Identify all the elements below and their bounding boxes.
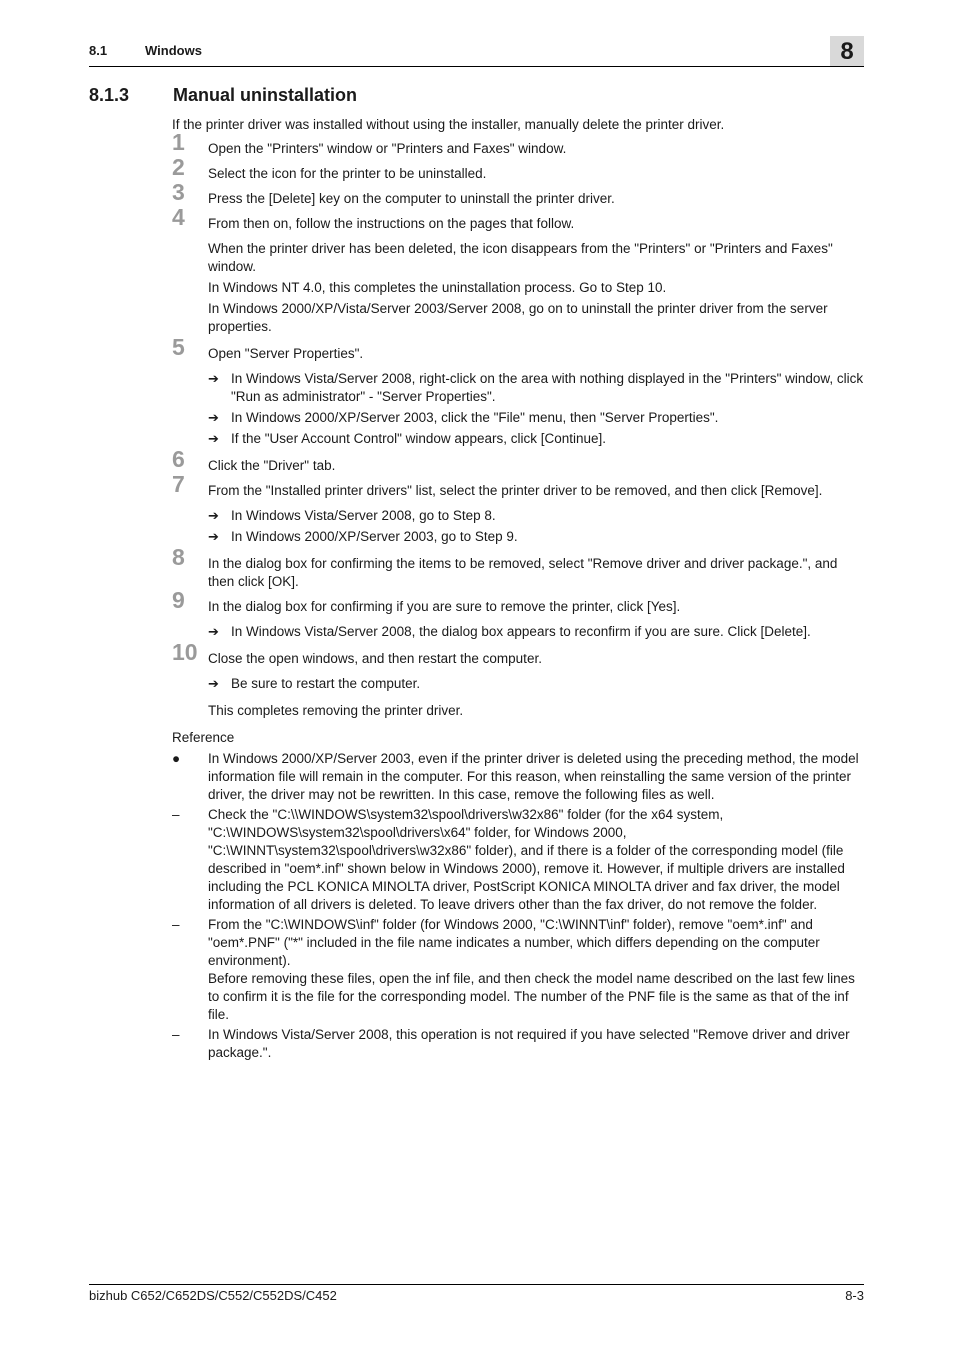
reference-text: Check the "C:\\WINDOWS\system32\spool\drivers\w32x86" folder (for the x64 system, "C:\WINDOWS\system32\spool\drivers\x64" folder, for Windows 2000, "C:\WINNT\system32\spool\drivers\w32x86" folder), and if there is a folder of the corresponding model (file described in "oem*.inf" shown below in Windows 2000), remove it. However, if multiple drivers are installed including the PCL KONICA MINOLTA driver, PostScript KONICA MINOLTA driver and fax driver, the model information of all drivers is deleted. To leave drivers other than the fax driver, do not remove the folder. [208,807,845,912]
substep-item [208,528,865,546]
step-item [172,471,865,546]
step-text: Press the [Delete] key on the computer to uninstall the printer driver. [208,191,615,206]
reference-extra: Before removing these files, open the inf file, and then check the model name described on the last few lines to confirm it is the file for the corresponding model. The number of the PNF file is the same as that of the inf file. [208,971,855,1022]
step-text: Click the "Driver" tab. [208,458,336,473]
substep-item [208,623,865,641]
main-content [172,116,865,1064]
substep-item [208,675,865,693]
substep-item [208,430,865,448]
step-text: Open the "Printers" window or "Printers and Faxes" window. [208,141,567,156]
step-number: 1 [172,129,185,155]
intro-text: If the printer driver was installed without using the installer, manually delete the printer driver. [172,117,725,132]
reference-list [172,750,865,1062]
step-text: From the "Installed printer drivers" list, select the printer driver to be removed, and then click [Remove]. [208,483,823,498]
step-substeps [208,675,865,693]
reference-item [172,750,865,804]
step-number: 5 [172,334,185,360]
step-list [172,129,865,720]
reference-text: In Windows 2000/XP/Server 2003, even if the printer driver is deleted using the preceding method, the model information file will remain in the computer. For this reason, when reinstalling the same version of the printer driver, the driver may not be rewritten. In this case, remove the following files as well. [208,751,859,802]
substep-item [208,409,865,427]
arrow-right-icon: ➔ [208,371,219,386]
header-section-number: 8.1 [89,43,108,58]
step-note: When the printer driver has been deleted, the icon disappears from the "Printers" or "Printers and Faxes" window. [208,241,833,274]
step-number: 9 [172,587,185,613]
substep-text: Be sure to restart the computer. [231,676,421,691]
substep-text: In Windows Vista/Server 2008, the dialog box appears to reconfirm if you are sure. Click [Delete]. [231,624,811,639]
arrow-right-icon: ➔ [208,676,219,691]
chapter-badge: 8 [830,36,864,66]
substep-text: In Windows Vista/Server 2008, right-click on the area with nothing displayed in the "Printers" window, click "Run as administrator" - "Server Properties". [231,371,864,404]
reference-item [172,806,865,914]
page-header [89,38,864,67]
substep-text: In Windows 2000/XP/Server 2003, click the "File" menu, then "Server Properties". [231,410,719,425]
step-substeps [208,507,865,546]
step-number: 4 [172,204,185,230]
arrow-right-icon: ➔ [208,529,219,544]
step-note: In Windows NT 4.0, this completes the uninstallation process. Go to Step 10. [208,280,667,295]
reference-item [172,1026,865,1062]
step-item [172,129,865,158]
substep-item [208,507,865,525]
page-title [89,85,357,106]
title-text: Manual uninstallation [173,85,358,105]
step-number: 6 [172,446,185,472]
step-text: Select the icon for the printer to be uninstalled. [208,166,487,181]
step-item [172,179,865,208]
step-text: Close the open windows, and then restart the computer. [208,651,542,666]
step-substeps [208,370,865,448]
step-item [172,154,865,183]
footer-product: bizhub C652/C652DS/C552/C552DS/C452 [89,1288,337,1303]
step-text: In the dialog box for confirming if you are sure to remove the printer, click [Yes]. [208,599,681,614]
step-number: 7 [172,471,185,497]
arrow-right-icon: ➔ [208,410,219,425]
step-text: From then on, follow the instructions on the pages that follow. [208,216,575,231]
step-number: 2 [172,154,185,180]
arrow-right-icon: ➔ [208,624,219,639]
step-item [172,446,865,475]
bullet-icon: ● [172,751,181,766]
header-section-title: Windows [145,43,202,58]
substep-text: If the "User Account Control" window appears, click [Continue]. [231,431,607,446]
step-number: 8 [172,544,185,570]
arrow-right-icon: ➔ [208,431,219,446]
reference-item [172,916,865,1024]
dash-icon: – [172,917,180,932]
reference-label: Reference [172,730,235,745]
step-item [172,204,865,336]
substep-item [208,370,865,406]
reference-text: In Windows Vista/Server 2008, this operation is not required if you have selected "Remove driver and driver package.". [208,1027,850,1060]
reference-text: From the "C:\WINDOWS\inf" folder (for Windows 2000, "C:\WINNT\inf" folder), remove "oem*.inf" and "oem*.PNF" ("*" included in the file name indicates a number, which differs depending on the computer environment). [208,917,820,968]
page-footer [89,1284,864,1303]
step-text: In the dialog box for confirming the items to be removed, select "Remove driver and driver package.", and then click [OK]. [208,556,838,589]
step-item [172,544,865,591]
step-note: In Windows 2000/XP/Vista/Server 2003/Server 2008, go on to uninstall the printer driver from the server properties. [208,301,828,334]
step-substeps [208,623,865,641]
footer-page-number: 8-3 [845,1288,864,1303]
substep-text: In Windows 2000/XP/Server 2003, go to Step 9. [231,529,518,544]
arrow-right-icon: ➔ [208,508,219,523]
step-conclusion: This completes removing the printer driver. [208,703,464,718]
step-item [172,639,865,720]
step-text: Open "Server Properties". [208,346,364,361]
step-number: 3 [172,179,185,205]
step-number: 10 [172,639,198,665]
step-item [172,334,865,448]
dash-icon: – [172,807,180,822]
substep-text: In Windows Vista/Server 2008, go to Step 8. [231,508,496,523]
step-item [172,587,865,641]
dash-icon: – [172,1027,180,1042]
title-number: 8.1.3 [89,85,130,105]
